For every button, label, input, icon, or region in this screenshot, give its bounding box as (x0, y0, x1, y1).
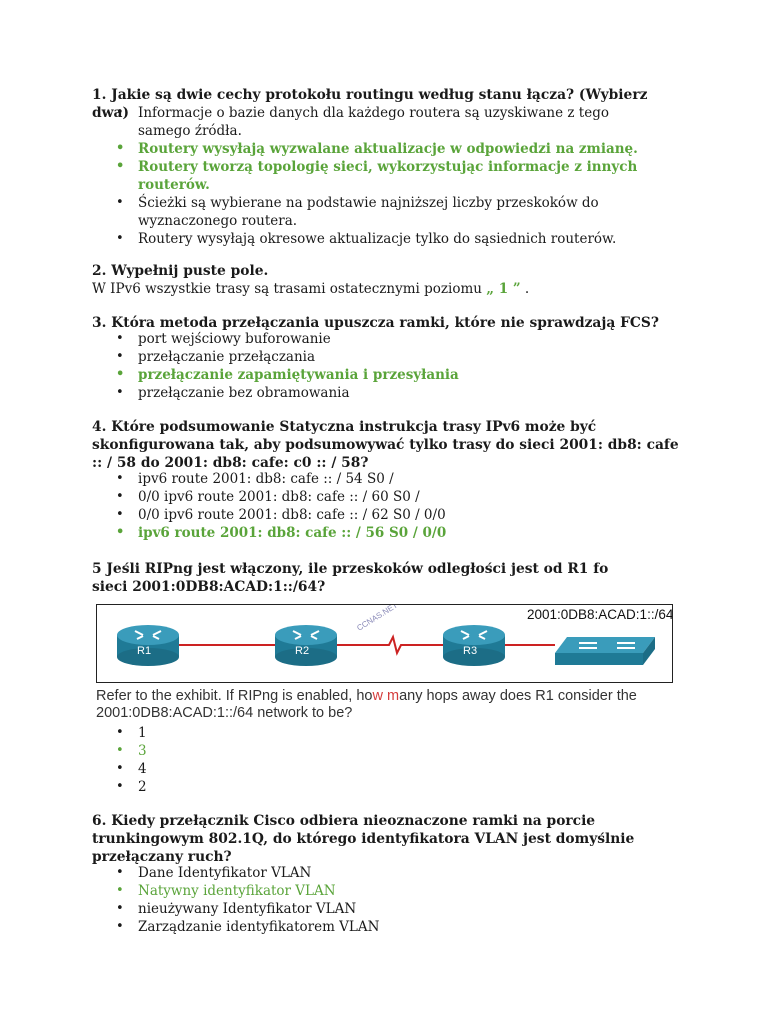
question-1-options (92, 104, 652, 248)
question-5-option: • 1 (92, 724, 652, 742)
router-r2-icon (275, 625, 337, 666)
question-2-text (92, 280, 692, 298)
switch-icon (555, 637, 655, 665)
question-2-text-after: . (520, 281, 530, 297)
router-r3-icon (443, 625, 505, 666)
question-2-text-before: W IPv6 wszystkie trasy są trasami ostatecznymi poziomu (92, 281, 487, 297)
network-exhibit (96, 604, 673, 683)
question-1-option: • Ścieżki są wybierane na podstawie najniższej liczby przeskoków do wyznaczonego routera. (92, 194, 652, 230)
question-3-option: • przełączanie bez obramowania (92, 384, 652, 402)
question-2-answer: „ 1 ” (486, 281, 521, 297)
question-2-title: 2. Wypełnij puste pole. (92, 263, 269, 279)
question-3-title: 3. Która metoda przełączania upuszcza ramki, które nie sprawdzają FCS? (92, 315, 659, 331)
question-3-option: • przełączanie przełączania (92, 348, 652, 366)
question-1-option: • Informacje o bazie danych dla każdego routera są uzyskiwane z tego samego źródła. (92, 104, 652, 140)
question-6-option: • Dane Identyfikator VLAN (92, 864, 652, 882)
watermark-text: CCNAS.NET (355, 605, 400, 633)
question-5-options (92, 724, 652, 796)
question-3-option: • port wejściowy buforowanie (92, 330, 652, 348)
question-4-option: • ipv6 route 2001: db8: cafe :: / 54 S0 / (92, 470, 652, 488)
question-4-title: 4. Które podsumowanie Statyczna instrukcja trasy IPv6 może być skonfigurowana tak, aby podsumowywać tylko trasy do sieci 2001: db8: cafe :: / 58 do 2001: db8: cafe: c0 :: / 58? (92, 419, 679, 471)
question-4-option: • 0/0 ipv6 route 2001: db8: cafe :: / 60 S0 / (92, 488, 652, 506)
question-6-option: • nieużywany Identyfikator VLAN (92, 900, 652, 918)
router-r1-label: R1 (137, 645, 152, 657)
question-5-title: 5 Jeśli RIPng jest włączony, ile przeskoków odległości jest od R1 fo sieci 2001:0DB8:ACAD:1::/64? (92, 561, 609, 595)
question-1-title: 1. Jakie są dwie cechy protokołu routingu według stanu łącza? (Wybierz dwa) (92, 87, 648, 121)
question-5-option: • 4 (92, 760, 652, 778)
question-6-options (92, 864, 652, 936)
link-r2-r3 (337, 637, 443, 653)
caption-text-1: Refer to the exhibit. If RIPng is enabled, ho (96, 688, 373, 704)
network-address-label: 2001:0DB8:ACAD:1::/64 (527, 607, 672, 622)
question-5-option-correct: • 3 (92, 742, 652, 760)
question-5-option: • 2 (92, 778, 652, 796)
question-6-option: • Zarządzanie identyfikatorem VLAN (92, 918, 652, 936)
question-4-options (92, 470, 652, 542)
network-topology-diagram (97, 605, 672, 682)
question-6-option-correct: • Natywny identyfikator VLAN (92, 882, 652, 900)
question-1-option-correct: • Routery tworzą topologię sieci, wykorzystując informacje z innych routerów. (92, 158, 652, 194)
exhibit-caption (96, 688, 696, 722)
question-4-option: • 0/0 ipv6 route 2001: db8: cafe :: / 62 S0 / 0/0 (92, 506, 652, 524)
router-r1-icon (117, 625, 179, 666)
question-4-option-correct: • ipv6 route 2001: db8: cafe :: / 56 S0 / 0/0 (92, 524, 652, 542)
router-r2-label: R2 (295, 645, 310, 657)
caption-text-red: w m (372, 688, 400, 704)
question-3-options (92, 330, 652, 402)
router-r3-label: R3 (463, 645, 478, 657)
question-1-option: • Routery wysyłają okresowe aktualizacje tylko do sąsiednich routerów. (92, 230, 652, 248)
question-6-title: 6. Kiedy przełącznik Cisco odbiera nieoznaczone ramki na porcie trunkingowym 802.1Q, do którego identyfikatora VLAN jest domyślnie przełączany ruch? (92, 813, 635, 865)
question-1-option-correct: • Routery wysyłają wyzwalane aktualizacje w odpowiedzi na zmianę. (92, 140, 652, 158)
caption-text-2: any hops away does R1 consider the 2001:0DB8:ACAD:1::/64 network to be? (96, 688, 637, 721)
question-3-option-correct: • przełączanie zapamiętywania i przesyłania (92, 366, 652, 384)
